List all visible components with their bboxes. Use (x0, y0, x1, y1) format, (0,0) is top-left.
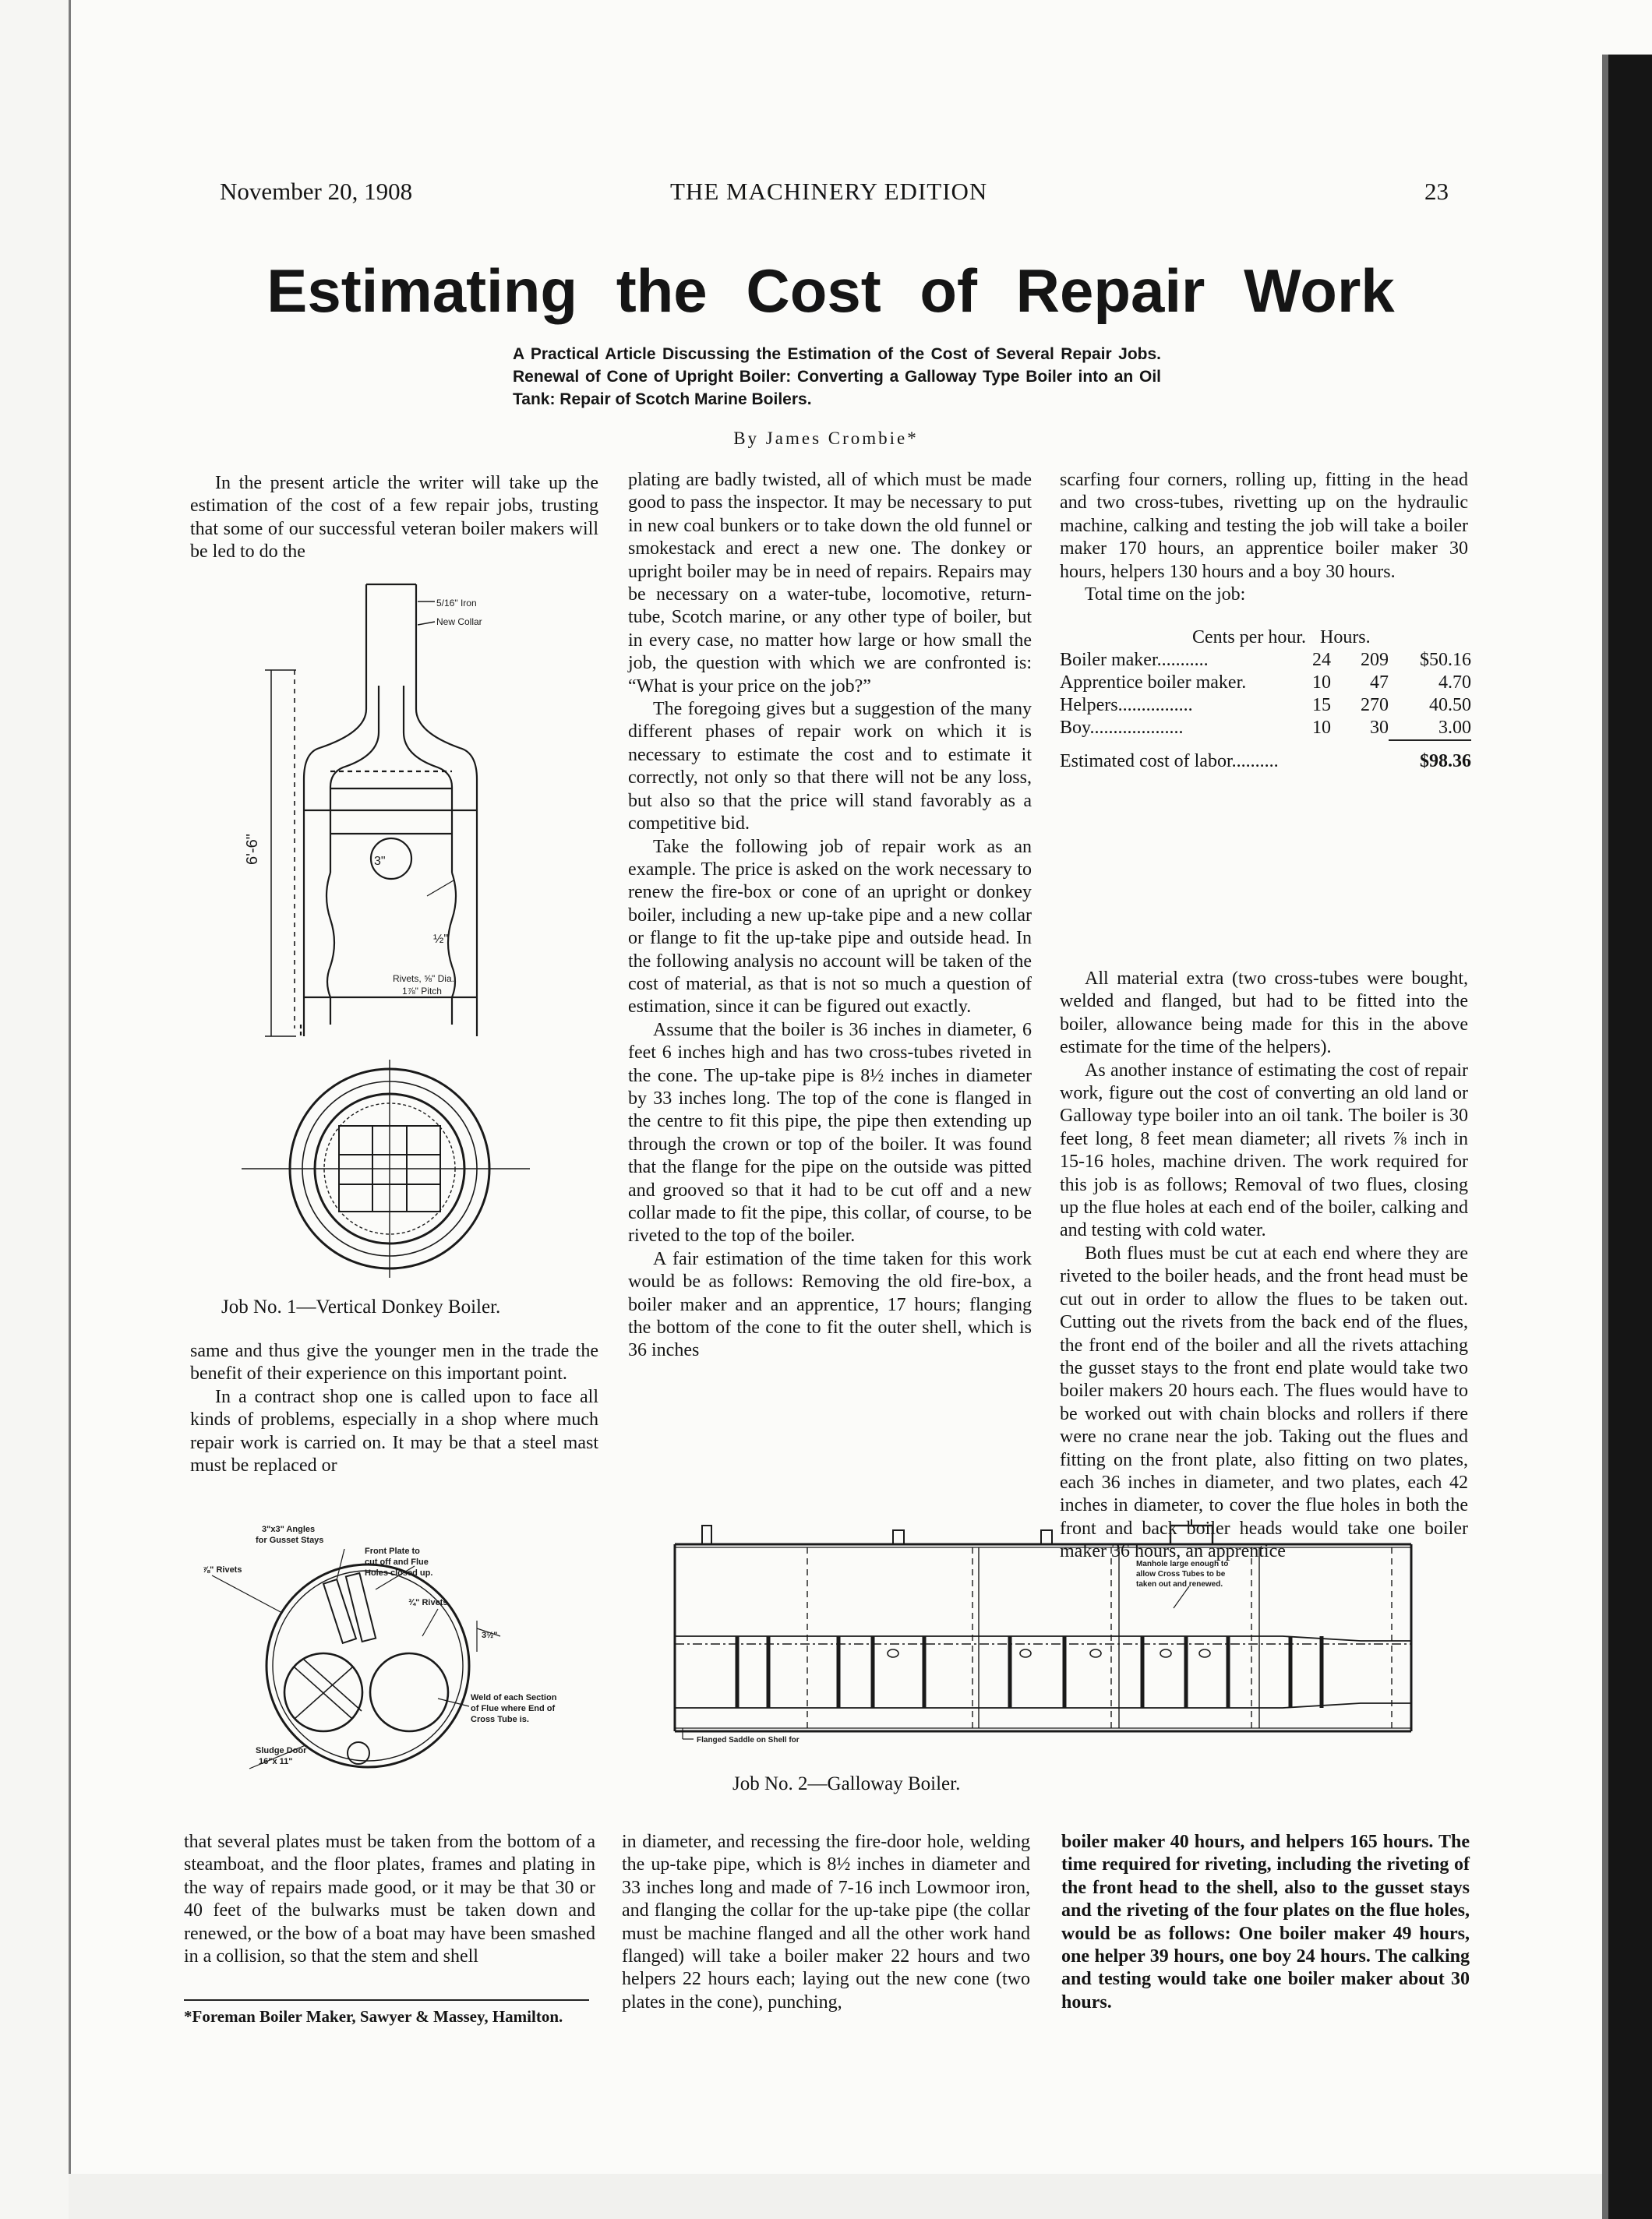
row-label: Helpers................ (1060, 695, 1193, 715)
label-front-plate: Front Plate to (365, 1547, 420, 1556)
label-rivets-three-quarters: ¾" Rivets (408, 1598, 448, 1607)
label-rivets-pitch: 1⅞" Pitch (402, 986, 442, 997)
row-amount: 3.00 (1389, 717, 1471, 741)
article-deck: A Practical Article Discussing the Estimation of the Cost of Several Repair Jobs. Renewal of Cone of Upright Boiler: Converting a Galloway Type Boiler into an Oil Tank: Repair of Scotch Marine Boilers. (513, 345, 1161, 408)
row-cents: 24 (1312, 650, 1331, 670)
paragraph: boiler maker 40 hours, and helpers 165 hours. The time required for riveting, including the riveting of the front head to the shell, also to the gusset stays and the riveting of the four plates on the flue holes, would be as follows: One boiler maker 49 hours, one helper 39 hours, one boy 24 hours. The calking and testing would take one boiler maker about 30 hours. (1061, 1832, 1470, 2013)
header-cents-per-hour: Cents per hour. (1192, 627, 1306, 647)
scan-left-margin (0, 0, 71, 2219)
table-row (1060, 694, 1473, 717)
footnote-rule (184, 1999, 589, 2001)
table-header (1192, 626, 1473, 649)
column-3-lower (1061, 1831, 1470, 2014)
table-total-row (1060, 750, 1473, 773)
paragraph: Take the following job of repair work as an example. The price is asked on the work necessary to renew the fire-box or cone of an upright or donkey boiler, including a new up-take pipe and a new collar or flange to fit the up-take pipe and outside head. In the following analysis no account will be taken of the cost of material, as that is not so much a question of estimation, since it can be figured out exactly. (628, 836, 1032, 1018)
article-title: Estimating the Cost of Repair Work (267, 256, 1395, 325)
column-2 (628, 469, 1032, 1363)
label-manhole-1: Manhole large enough to (1136, 1560, 1229, 1568)
header-publication: THE MACHINERY EDITION (670, 178, 988, 205)
row-cents: 10 (1312, 718, 1331, 738)
header-page-number: 23 (1424, 178, 1449, 205)
paragraph: All material extra (two cross-tubes were bought, welded and flanged, but had to be fitted into the boiler, allowance being made for this in the above estimate for the time of the helpers). (1060, 968, 1468, 1058)
footnote: *Foreman Boiler Maker, Sawyer & Massey, Hamilton. (184, 2007, 563, 2026)
paragraph: In the present article the writer will take up the estimation of the cost of a few repair jobs, trusting that some of our successful veteran boiler makers will be led to do the (190, 473, 598, 563)
total-amount: $98.36 (1420, 751, 1471, 771)
paragraph: In a contract shop one is called upon to face all kinds of problems, especially in a shop where much repair work is carried on. It may be that a steel mast must be replaced or (190, 1386, 598, 1476)
paragraph: in diameter, and recessing the fire-door hole, welding the up-take pipe, which is 8½ inches in diameter and 33 inches long and made of 7-16 inch Lowmoor iron, and flanging the collar for the up-take pipe (the collar must be machine flanged and all the other work hand flanged) will take a boiler maker 22 hours and two helpers 22 hours each; laying out the new cone (two plates in the cone), punching, (622, 1832, 1030, 2013)
row-cents: 10 (1312, 672, 1331, 693)
row-hours: 47 (1370, 672, 1389, 693)
scan-right-edge (1602, 55, 1608, 2219)
header-hours: Hours. (1319, 627, 1371, 647)
paragraph: scarfing four corners, rolling up, fitting in the head and two cross-tubes, rivetting up on the hydraulic machine, calking and testing the job will take a boiler maker 170 hours, an apprentice boiler maker 30 hours, helpers 130 hours and a boy 30 hours. (1060, 470, 1468, 582)
paragraph: Assume that the boiler is 36 inches in diameter, 6 feet 6 inches high and has two cross-tubes riveted in the cone. The up-take pipe is 8½ inches in diameter by 33 inches long. The top of the cone is flanged in the centre to fit this pipe, the pipe then extending up through the crown or top of the boiler. It was found that the flange for the pipe on the outside was pitted and grooved so that it had to be cut off and a new collar made to fit the pipe, this collar, of course, to be riveted to the top of the boiler. (628, 1019, 1032, 1247)
figure-caption-job-2: Job No. 2—Galloway Boiler. (732, 1773, 961, 1794)
row-label: Boiler maker........... (1060, 650, 1209, 670)
label-sludge-door: Sludge Door (256, 1746, 307, 1755)
paragraph: plating are badly twisted, all of which must be made good to pass the inspector. It may be necessary to put in new coal bunkers or to take down the old funnel or smokestack and erect a new one. The donkey or upright boiler may be in need of repairs. Repairs may be necessary on a water-tube, locomotive, return-tube, Scotch marine, or any other type of boiler, but in every case, no matter how large or how small the job, the question with which we are confronted is: “What is your price on the job?” (628, 470, 1032, 697)
paragraph: The foregoing gives but a suggestion of the many different phases of repair work on which it is necessary to estimate the cost and to estimate it correctly, not only so that there will not be any loss, but also so that the price will stand favorably as a competitive bid. (628, 699, 1032, 834)
row-amount: $50.16 (1420, 650, 1471, 670)
table-row (1060, 672, 1473, 694)
figure-boiler-end-section (181, 1519, 617, 1788)
label-iron: 5/16" Iron (436, 598, 477, 609)
paragraph: same and thus give the younger men in the trade the benefit of their experience on this important point. (190, 1341, 598, 1385)
label-gusset-stays: for Gusset Stays (256, 1536, 324, 1545)
page-bottom-margin (69, 2174, 1602, 2219)
label-tube: 3" (374, 855, 386, 868)
label-holes-closed: Holes closed up. (365, 1568, 433, 1578)
paragraph: A fair estimation of the time taken for this work would be as follows: Removing the old fire-box, a boiler maker and an apprentice, 17 hours; flanging the bottom of the cone to fit the outer shell, which is 36 inches (628, 1248, 1032, 1361)
label-flanged-saddle: Flanged Saddle on Shell for (697, 1736, 800, 1745)
figure-vertical-donkey-boiler (226, 577, 530, 1286)
row-label: Boy.................... (1060, 718, 1184, 738)
table-row (1060, 717, 1473, 741)
column-3-top (1060, 469, 1468, 606)
label-manhole-3: taken out and renewed. (1136, 1580, 1223, 1589)
row-hours: 209 (1361, 650, 1389, 670)
column-1-bottom (190, 1340, 598, 1477)
label-manhole-2: allow Cross Tubes to be (1136, 1570, 1226, 1579)
row-hours: 270 (1361, 695, 1389, 715)
column-2-lower (622, 1831, 1030, 2014)
column-1-lower (184, 1831, 595, 1968)
label-height: 6'-6" (244, 834, 261, 865)
paragraph: Total time on the job: (1085, 584, 1246, 605)
paragraph: that several plates must be taken from the bottom of a steamboat, and the floor plates, frames and plating in the way of repairs made good, or it may be that 30 or 40 feet of the bulwarks must be taken down and renewed, or the bow of a boat may have been smashed in a collision, so that the stem and shell (184, 1832, 595, 1967)
labor-cost-table (1060, 626, 1473, 773)
column-3-middle (1060, 968, 1468, 1564)
label-rivets-seven-eighths: ⅞" Rivets (203, 1565, 242, 1575)
label-weld-flue: of Flue where End of (471, 1704, 556, 1713)
label-sludge-size: 16"x 11" (259, 1757, 293, 1766)
row-amount: 40.50 (1429, 695, 1471, 715)
label-cut-off: cut off and Flue (365, 1558, 429, 1567)
label-dimension: 3½" (482, 1631, 498, 1640)
label-angles: 3"x3" Angles (262, 1525, 316, 1534)
label-half: ½" (433, 933, 449, 946)
article-byline: By James Crombie* (733, 429, 919, 448)
label-weld-cross-tube: Cross Tube is. (471, 1715, 529, 1724)
row-hours: 30 (1370, 718, 1389, 738)
table-row (1060, 649, 1473, 672)
column-1-top (190, 472, 598, 564)
label-new-collar: New Collar (436, 616, 482, 627)
label-weld-section: Weld of each Section (471, 1693, 557, 1702)
total-label: Estimated cost of labor.......... (1060, 751, 1279, 771)
row-cents: 15 (1312, 695, 1331, 715)
header-date: November 20, 1908 (220, 178, 413, 205)
figure-caption-job-1: Job No. 1—Vertical Donkey Boiler. (221, 1296, 501, 1318)
row-amount: 4.70 (1438, 672, 1471, 693)
paragraph: Both flues must be cut at each end where they are riveted to the boiler heads, and the front head must be cut out in order to allow the flues to be taken out. Cutting out the rivets from the back end of the flues, the front end of the boiler and all the rivets attaching the gusset stays to the front end plate would take two boiler makers 20 hours each. The flues would have to be worked out with chain blocks and rollers if there were no crane near the job. Taking out the flues and fitting on the front plate, also fitting on two plates, each 36 inches in diameter, and two plates, each 42 inches in diameter, to cover the flue holes in both the front and back boiler heads would take one boiler maker 36 hours, an apprentice (1060, 1243, 1468, 1562)
figure-galloway-boiler (659, 1519, 1438, 1765)
paragraph: As another instance of estimating the cost of repair work, figure out the cost of converting an old land or Galloway type boiler into an oil tank. The boiler is 30 feet long, 8 feet mean diameter; all rivets ⅞ inch in 15-16 holes, machine driven. The work required for this job is as follows; Removal of two flues, closing up the flue holes at each end of the boiler, calking and and testing with cold water. (1060, 1060, 1468, 1241)
row-label: Apprentice boiler maker. (1060, 672, 1247, 693)
label-rivets-dia: Rivets, ⅝" Dia. (393, 973, 454, 984)
scan-right-border (1608, 55, 1652, 2219)
